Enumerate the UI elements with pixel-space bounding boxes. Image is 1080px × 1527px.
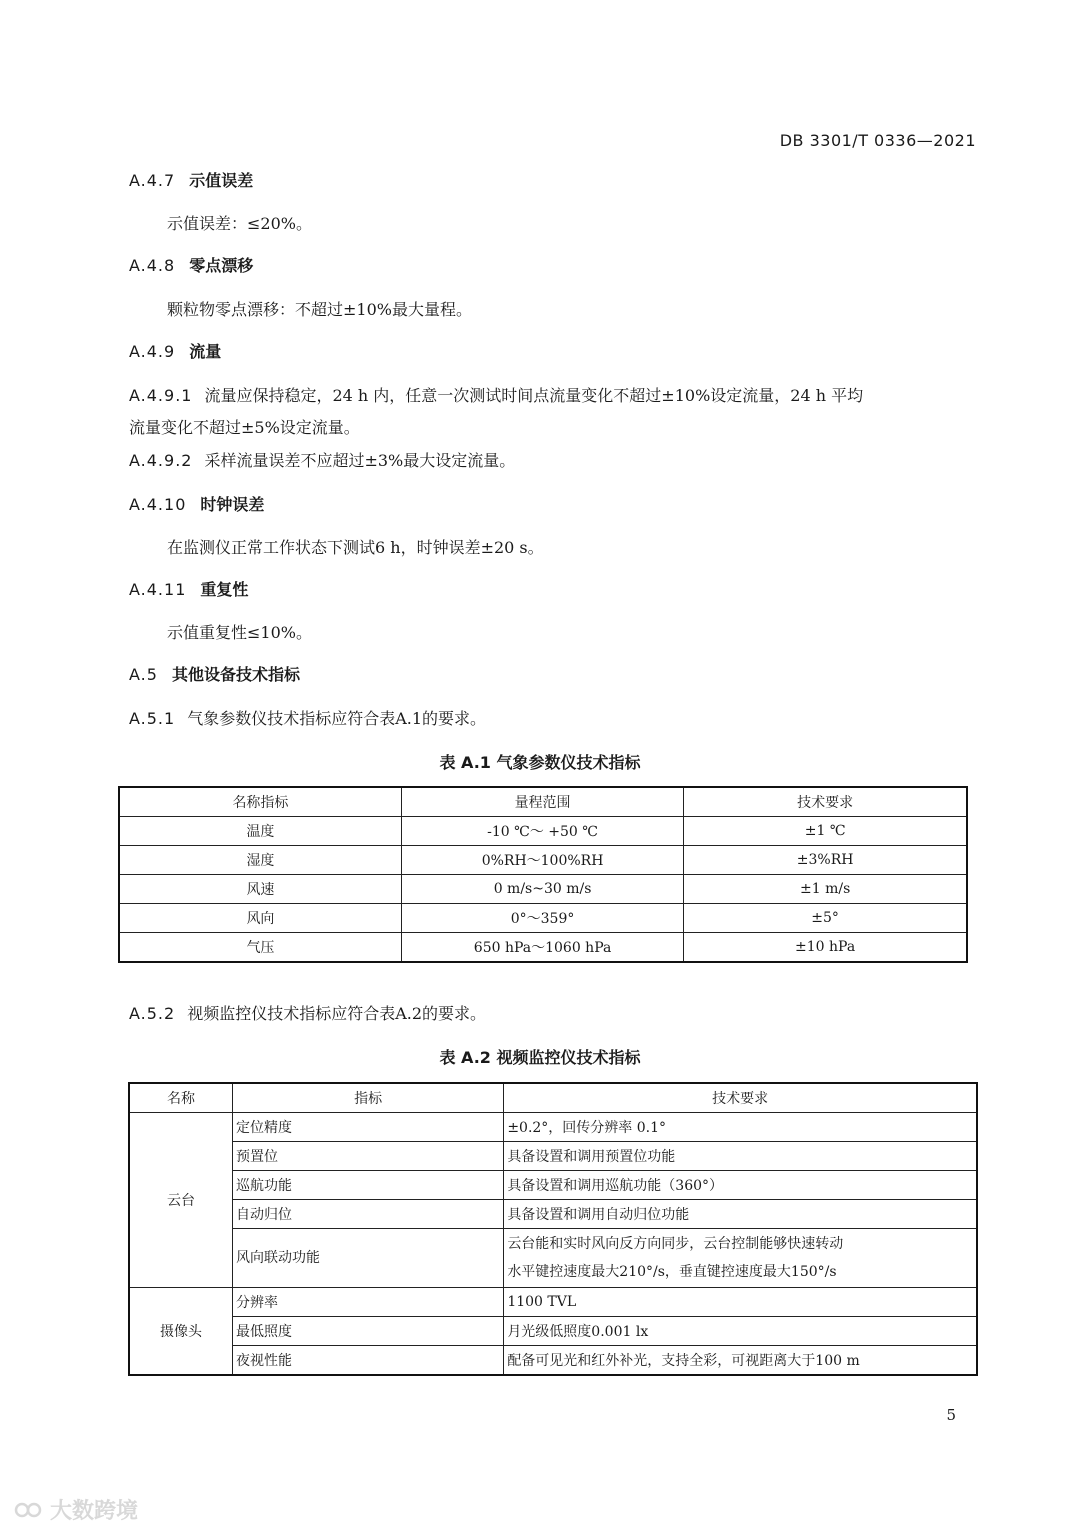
clause-line [129,448,515,471]
table-cell: ±5° [684,904,967,933]
section-heading [129,662,300,685]
group-name-cell: 摄像头 [129,1288,232,1376]
column-header: 名称指标 [119,787,401,817]
video-monitor-spec-table [128,1082,978,1376]
table-cell: 具备设置和调用自动归位功能 [504,1200,977,1229]
table-row [129,1346,977,1376]
section-heading [129,339,221,362]
table-cell: 具备设置和调用巡航功能（360°） [504,1171,977,1200]
table-cell: 1100 TVL [504,1288,977,1317]
table-row [129,1142,977,1171]
table-cell: ±10 hPa [684,933,967,963]
table-header-row [119,787,967,817]
clause-text: 视频监控仪技术指标应符合表A.2的要求。 [187,1004,487,1023]
section-heading [129,168,253,191]
section-heading [129,492,264,515]
table-cell: ±1 m/s [684,875,967,904]
table-caption: 表 A.2 视频监控仪技术指标 [439,1048,641,1067]
section-title: 时钟误差 [200,495,265,514]
cell-line: 水平键控速度最大210°/s，垂直键控速度最大150°/s [507,1264,837,1280]
section-title: 零点漂移 [189,256,254,275]
section-title: 流量 [189,342,222,361]
clause-number: A.4.9.2 [129,451,193,470]
table-cell: 650 hPa～1060 hPa [401,933,683,963]
table-row [119,817,967,846]
table-row [119,875,967,904]
table-cell: 预置位 [232,1142,503,1171]
section-title: 示值误差 [189,171,254,190]
table-cell: 风向联动功能 [232,1229,503,1288]
clause-number: A.5.1 [129,709,176,728]
column-header: 指标 [232,1083,503,1113]
table-cell: 配备可见光和红外补光，支持全彩，可视距离大于100 m [504,1346,977,1376]
clause-line [129,383,863,406]
table-row [129,1229,977,1288]
table-cell: 定位精度 [232,1113,503,1142]
column-header: 技术要求 [504,1083,977,1113]
table-cell: 0%RH～100%RH [401,846,683,875]
meteorological-spec-table [118,786,968,963]
clause-text: 流量应保持稳定，24 h 内，任意一次测试时间点流量变化不超过±10%设定流量，24 h 平均 [204,386,864,405]
clause-text: 采样流量误差不应超过±3%最大设定流量。 [204,451,516,470]
table-header-row [129,1083,977,1113]
section-number: A.4.9 [129,342,176,361]
watermark [14,1494,138,1525]
table-row [129,1200,977,1229]
table-cell: ±1 ℃ [684,817,967,846]
table-cell: ±3%RH [684,846,967,875]
table-row [129,1113,977,1142]
cell-line: 云台能和实时风向反方向同步，云台控制能够快速转动 [507,1236,844,1252]
document-code: DB 3301/T 0336—2021 [779,131,976,150]
table-caption: 表 A.1 气象参数仪技术指标 [439,753,641,772]
table-cell: 温度 [119,817,401,846]
section-number: A.4.7 [129,171,176,190]
section-body: 示值误差：≤20%。 [167,214,312,233]
table-row [119,933,967,963]
section-number: A.5 [129,665,158,684]
table-cell: 湿度 [119,846,401,875]
section-heading [129,253,253,276]
column-header: 名称 [129,1083,232,1113]
clause-line [129,1001,486,1024]
section-number: A.4.11 [129,580,187,599]
table-cell: 0°～359° [401,904,683,933]
table-row [119,904,967,933]
section-title: 其他设备技术指标 [171,665,300,684]
clause-number: A.5.2 [129,1004,176,1023]
table-cell: 风向 [119,904,401,933]
table-row [129,1317,977,1346]
clause-line [129,706,486,729]
table-cell-multiline [504,1229,977,1288]
table-cell: ±0.2°，回传分辨率 0.1° [504,1113,977,1142]
section-number: A.4.10 [129,495,187,514]
table-cell: 具备设置和调用预置位功能 [504,1142,977,1171]
section-body: 在监测仪正常工作状态下测试6 h，时钟误差±20 s。 [167,538,544,557]
clause-text-continued: 流量变化不超过±5%设定流量。 [129,418,360,437]
table-cell: 分辨率 [232,1288,503,1317]
table-cell: 夜视性能 [232,1346,503,1376]
table-row [119,846,967,875]
table-cell: 自动归位 [232,1200,503,1229]
table-cell: 月光级低照度0.001 lx [504,1317,977,1346]
column-header: 量程范围 [401,787,683,817]
section-body: 示值重复性≤10%。 [167,623,312,642]
group-name-cell: 云台 [129,1113,232,1288]
column-header: 技术要求 [684,787,967,817]
table-cell: 最低照度 [232,1317,503,1346]
table-cell: 风速 [119,875,401,904]
section-heading [129,577,248,600]
table-row [129,1288,977,1317]
table-cell: 气压 [119,933,401,963]
table-cell: 巡航功能 [232,1171,503,1200]
section-number: A.4.8 [129,256,176,275]
table-cell: 0 m/s~30 m/s [401,875,683,904]
section-body: 颗粒物零点漂移：不超过±10%最大量程。 [167,300,472,319]
table-cell: -10 ℃～ +50 ℃ [401,817,683,846]
clause-text: 气象参数仪技术指标应符合表A.1的要求。 [187,709,487,728]
section-title: 重复性 [200,580,249,599]
watermark-logo-icon [14,1499,44,1521]
table-row [129,1171,977,1200]
clause-number: A.4.9.1 [129,386,193,405]
page-number: 5 [946,1406,956,1424]
watermark-text: 大数跨境 [50,1499,139,1524]
